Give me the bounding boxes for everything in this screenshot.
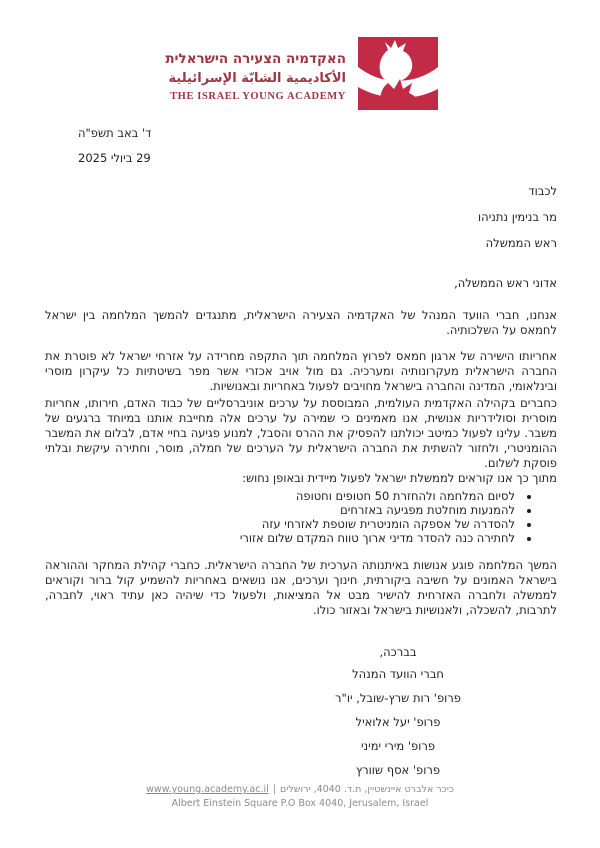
date-block [78, 126, 151, 176]
demand-item: • להמנעות מוחלטת מפגיעה באזרחים [45, 504, 517, 518]
recipient-block [478, 184, 557, 262]
signatory-name: פרופ' מירי ימיני [360, 739, 436, 753]
pomegranate-logo-icon [358, 37, 438, 110]
demand-item: • לסיום המלחמה ולהחזרת 50 חטופים וחטופה [45, 490, 517, 504]
body-paragraph-1: אנחנו, חברי הוועד המנהל של האקדמיה הצעירה הישראלית, מתנגדים להמשך המלחמה בין ישראל לחמאס על השלכותיה. [45, 308, 557, 337]
signatory-name: פרופ' יעל אלואיל [355, 715, 441, 729]
footer-separator: | [272, 784, 276, 795]
demands-intro: מתוך כך אנו קוראים לממשלת ישראל לפעול מיידית ובאופן נחוש: [242, 471, 557, 485]
signatory-name: פרופ' רות שרץ-שובל, יו"ר [335, 691, 461, 705]
logo-wordmark [150, 50, 346, 104]
logo-name-arabic: الأكاديمية الشابّة الإسرائيلية [168, 71, 346, 86]
signoff: בברכה, [379, 645, 417, 659]
footer-address-hebrew: כיכר אלברט איינשטיין, ת.ד. 4040, ירושלים [279, 784, 454, 795]
body-paragraph-3: כחברים בקהילה האקדמית העולמית, המבוססת על ערכים אוניברסליים של כבוד האדם, חירותו, אחריות מוסרית וסולידריות אנושית, אנו מאמינים כי שמירה על ערכים אלה מחייבת אותנו במיוחד ברגעים של משבר. עלינו לפעול כמיטב יכולתנו להפסיק את ההרס והסבל, למנוע פגיעה בחיי אדם, לבלום את המשבר ההומניטרי, ולחזור להשתית את החברה הישראלית על הערכים של חמלה, מוסר, וחתירה עיקשת ובלתי פוסקת לשלום. [45, 396, 557, 470]
demands-list [45, 490, 557, 546]
website-link[interactable]: www.young.academy.ac.il [146, 784, 269, 795]
signatory-name: פרופ' אסף שוורץ [355, 763, 441, 777]
footer-address-english: Albert Einstein Square P.O Box 4040, Jerusalem, Israel [171, 798, 429, 809]
letterhead [150, 37, 438, 110]
closing-paragraph: המשך המלחמה פוגע אנושות באיתנותה הערכית של החברה הישראלית. כחברי קהילת המחקר וההוראה בישראל האמונים על חשיבה ביקורתית, חינוך וערכים, אנו נושאים באחריות להשמיע קול ברור וקוראים לממשלה ולחברה האזרחית להישיר מבט אל המציאות, ולפעול כדי שיהיה כאן עתיד ראוי, לחברה, לתרבות, להשכלה, ולאנושיות בישראל ובאזור כולו. [45, 558, 557, 617]
recipient-honorific: לכבוד [528, 184, 557, 198]
demand-item: • להסדרה של אספקה הומניטרית שוטפת לאזרחי עזה [45, 518, 517, 532]
logo-name-english: THE ISRAEL YOUNG ACADEMY [170, 91, 346, 102]
gregorian-date: 29 ביולי 2025 [78, 151, 151, 165]
signatories-block [288, 667, 508, 787]
signatory-group-label: חברי הוועד המנהל [352, 667, 444, 681]
hebrew-date: ד' באב תשפ"ה [78, 126, 152, 140]
recipient-title: ראש הממשלה [485, 236, 557, 250]
demand-item: • לחתירה כנה להסדר מדיני ארוך טווח המקדם שלום אזורי [45, 532, 517, 546]
footer-address-line-hebrew [0, 783, 600, 797]
salutation: אדוני ראש הממשלה, [454, 276, 557, 290]
recipient-name: מר בנימין נתניהו [478, 210, 557, 224]
footer [0, 783, 600, 811]
logo-name-hebrew: האקדמיה הצעירה הישראלית [165, 51, 346, 67]
body-paragraph-2: אחריותו הישירה של ארגון חמאס לפרוץ המלחמה תוך התקפה מחרידה על אזרחי ישראל לא פוטרת את החברה הישראלית מעקרונותיה ומערכיה. גם מול אויב אכזרי אשר מפר בשיטתיות כל עיקרון מוסרי ובינלאומי, המדינה והחברה בישראל מחויבים לפעול באחריות ובאנושיות. [45, 349, 557, 393]
